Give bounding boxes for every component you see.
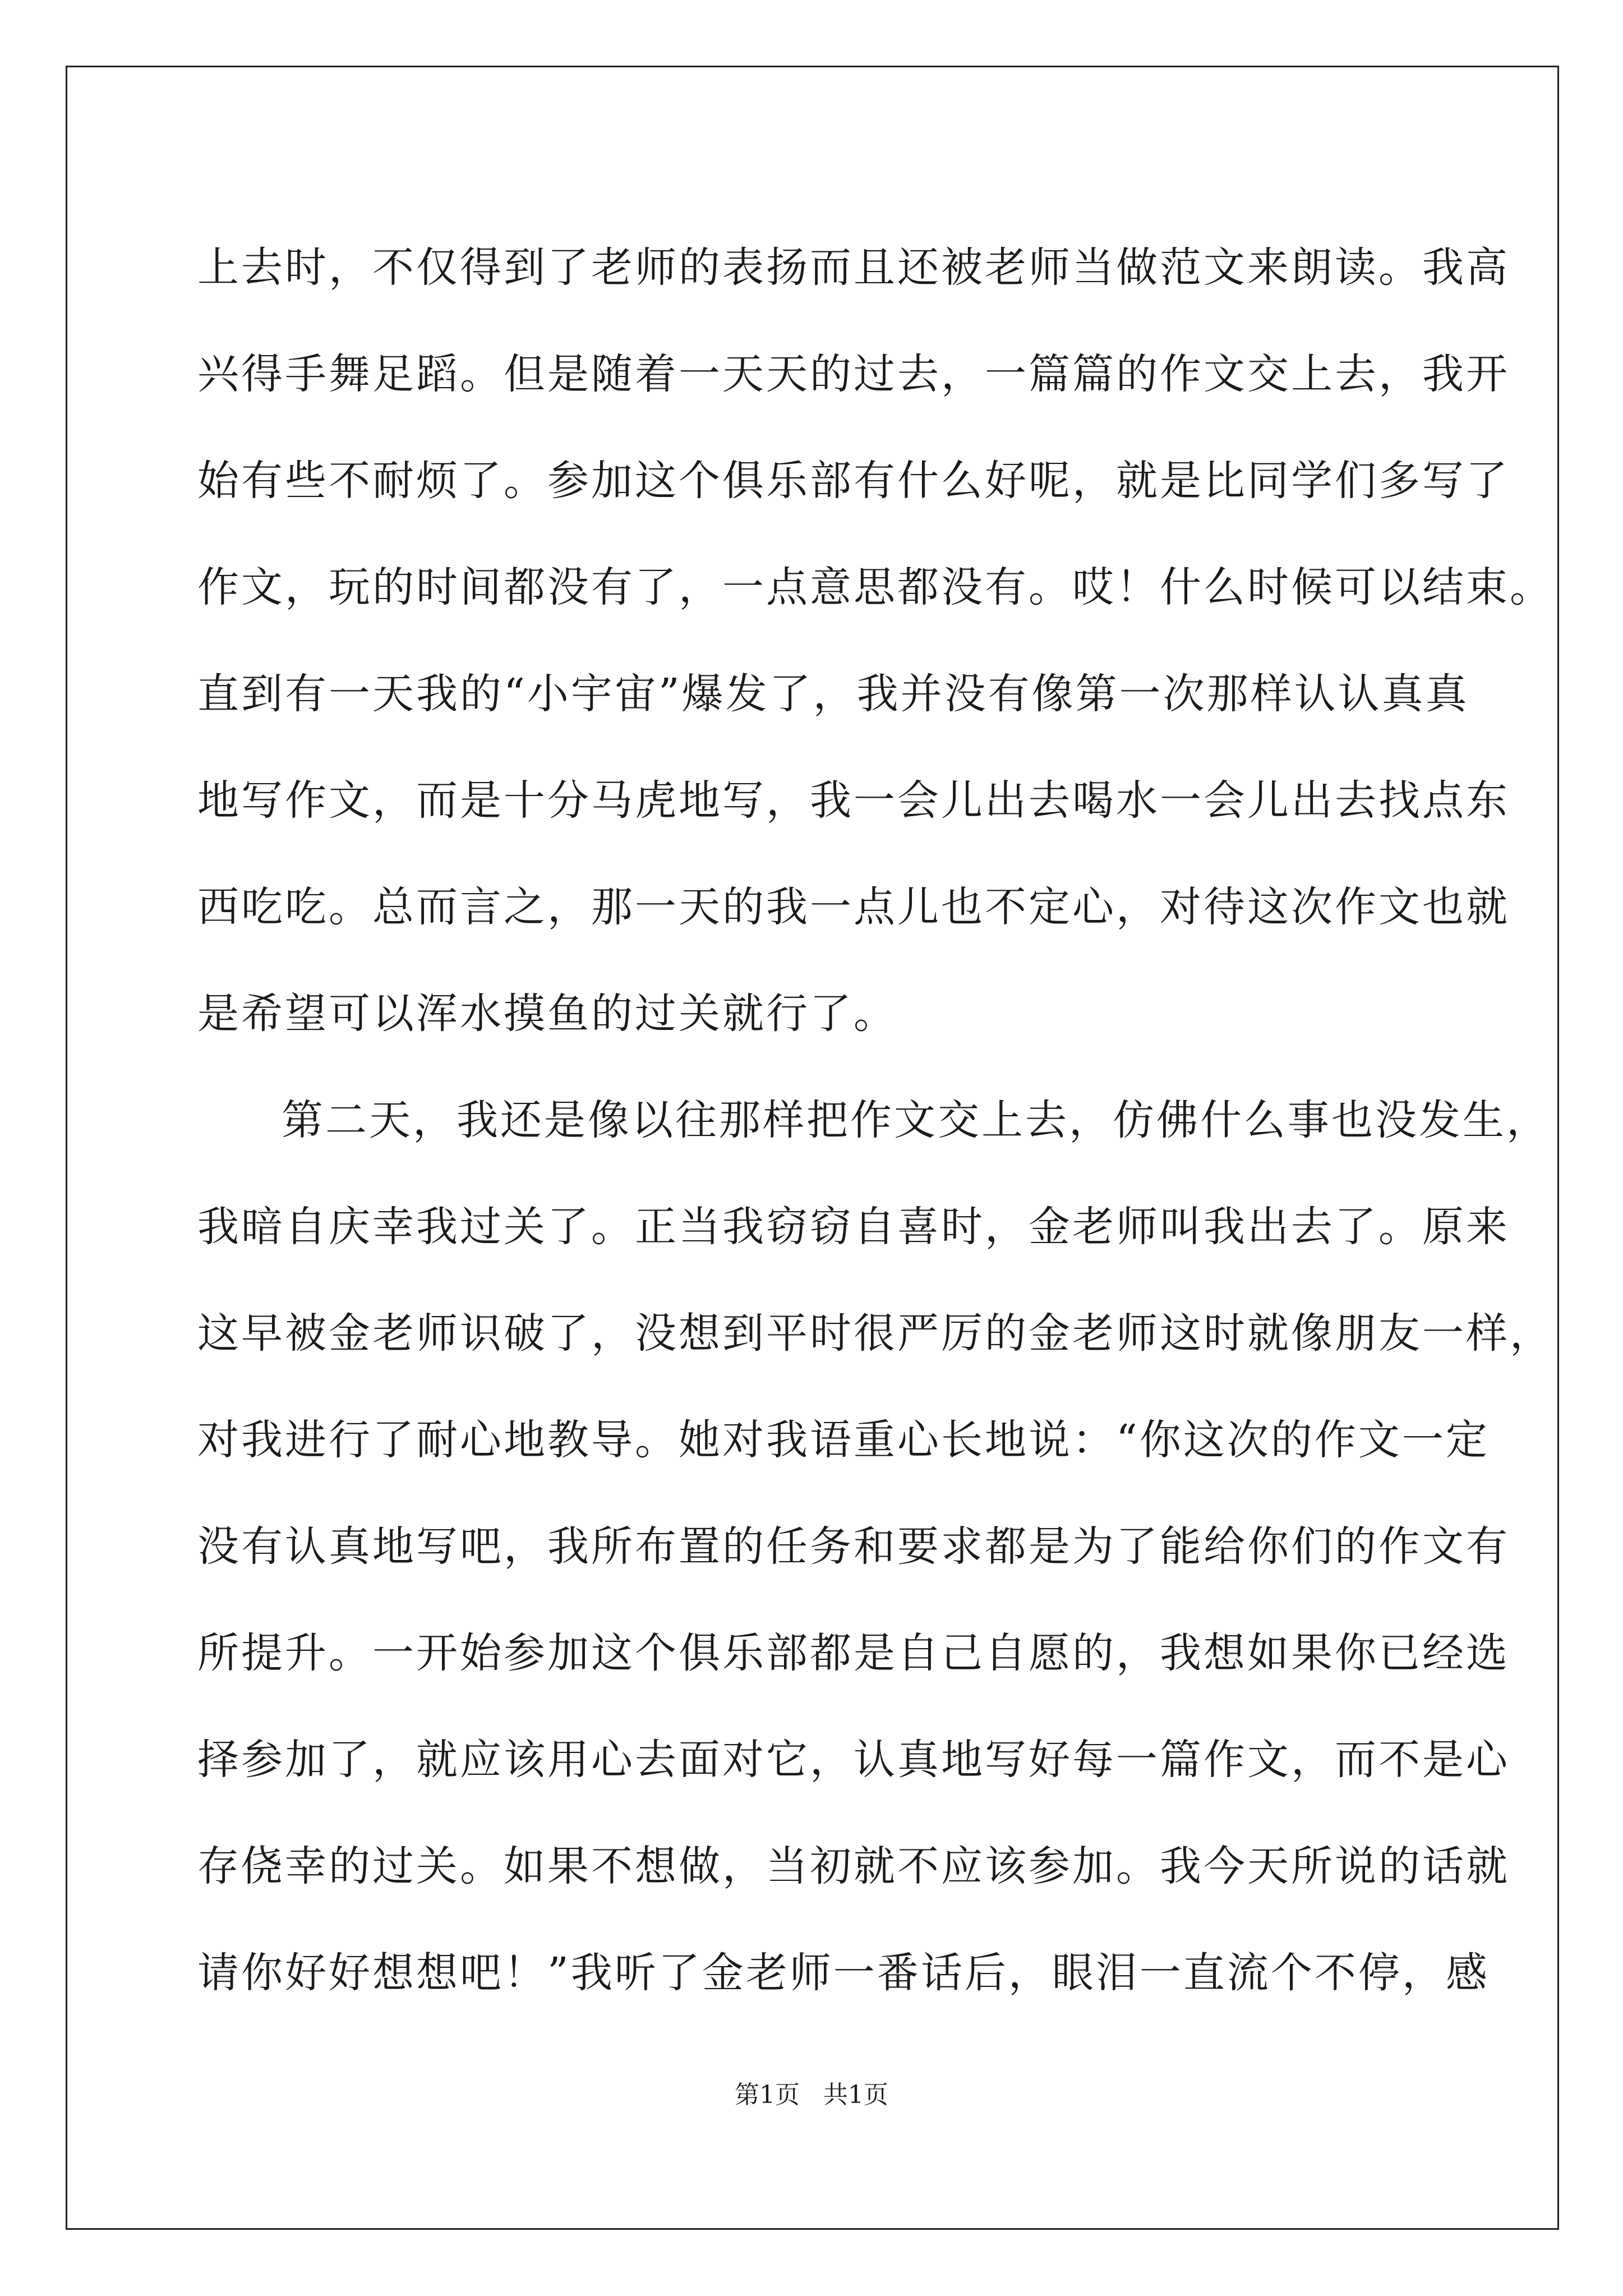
text-line: 是希望可以浑水摸鱼的过关就行了。	[197, 990, 897, 1038]
text-line: 作文，玩的时间都没有了，一点意思都没有。哎！什么时候可以结束。	[197, 563, 1553, 611]
text-line: 上去时，不仅得到了老师的表扬而且还被老师当做范文来朗读。我高	[197, 243, 1510, 292]
text-line: 这早被金老师识破了，没想到平时很严厉的金老师这时就像朋友一样，	[197, 1309, 1553, 1358]
text-line: 没有认真地写吧，我所布置的任务和要求都是为了能给你们的作文有	[197, 1522, 1510, 1571]
document-body	[197, 214, 1553, 2026]
text-line: 地写作文，而是十分马虎地写，我一会儿出去喝水一会儿出去找点东	[197, 776, 1510, 825]
text-line: 择参加了，就应该用心去面对它，认真地写好每一篇作文，而不是心	[197, 1736, 1510, 1784]
paragraph-first-line: 第二天，我还是像以往那样把作文交上去，仿佛什么事也没发生，	[282, 1096, 1550, 1144]
text-line: 我暗自庆幸我过关了。正当我窃窃自喜时，金老师叫我出去了。原来	[197, 1203, 1510, 1251]
text-line: 西吃吃。总而言之，那一天的我一点儿也不定心，对待这次作文也就	[197, 883, 1510, 931]
text-line: 始有些不耐烦了。参加这个俱乐部有什么好呢，就是比同学们多写了	[197, 457, 1510, 505]
page-number-footer: 第1页 共1页	[735, 2081, 888, 2109]
text-line: 对我进行了耐心地教导。她对我语重心长地说：“你这次的作文一定	[197, 1416, 1490, 1464]
text-line: 存侥幸的过关。如果不想做，当初就不应该参加。我今天所说的话就	[197, 1842, 1510, 1890]
text-line: 兴得手舞足蹈。但是随着一天天的过去，一篇篇的作文交上去，我开	[197, 350, 1510, 398]
text-line: 请你好好想想吧！”我听了金老师一番话后，眼泪一直流个不停，感	[197, 1949, 1490, 1997]
text-line: 直到有一天我的“小宇宙”爆发了，我并没有像第一次那样认认真真	[197, 670, 1469, 718]
text-line: 所提升。一开始参加这个俱乐部都是自己自愿的，我想如果你已经选	[197, 1629, 1510, 1677]
